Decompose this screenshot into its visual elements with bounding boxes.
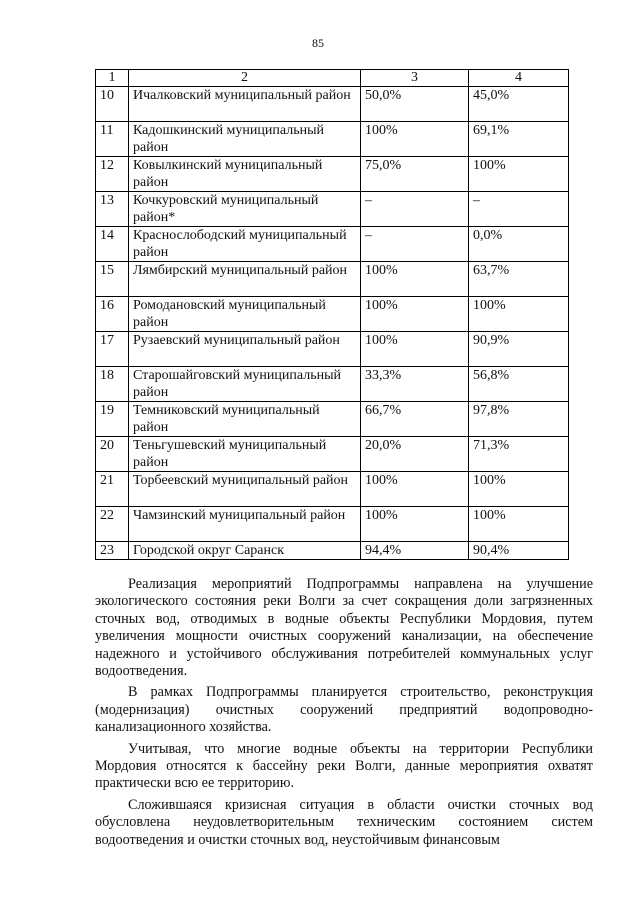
table-row — [96, 507, 569, 542]
table-row — [96, 157, 569, 192]
table-row — [96, 472, 569, 507]
table-row — [96, 227, 569, 262]
value-col3: 33,3% — [361, 367, 469, 402]
value-col4: 56,8% — [469, 367, 569, 402]
table-row — [96, 87, 569, 122]
paragraph: Сложившаяся кризисная ситуация в области очистки сточных вод обусловлена неудовлетворительным техническим состоянием систем водоотведения и очистки сточных вод, неустойчивым финансовым — [95, 796, 593, 848]
row-number: 22 — [96, 507, 129, 542]
value-col3: – — [361, 192, 469, 227]
column-header-3: 3 — [361, 70, 469, 87]
district-name: Ромодановский муниципальный район — [129, 297, 361, 332]
value-col4: 100% — [469, 507, 569, 542]
paragraph: Реализация мероприятий Подпрограммы направлена на улучшение экологического состояния реки Волги за счет сокращения доли загрязненных сточных вод, отводимых в водные объекты Республики Мордовия, путем увеличения мощности очистных сооружений канализации, на обеспечение надежного и устойчивого обслуживания потребителей коммунальных услуг водоотведения. — [95, 576, 593, 680]
table-row — [96, 262, 569, 297]
value-col3: 75,0% — [361, 157, 469, 192]
row-number: 19 — [96, 402, 129, 437]
value-col4: – — [469, 192, 569, 227]
municipal-districts-table — [95, 69, 569, 560]
district-name: Кадошкинский муниципальный район — [129, 122, 361, 157]
paragraph: Учитывая, что многие водные объекты на территории Республики Мордовия относятся к бассейну реки Волги, данные мероприятия охватят практически всю ее территорию. — [95, 740, 593, 792]
value-col4: 71,3% — [469, 437, 569, 472]
district-name: Кочкуровский муниципальный район* — [129, 192, 361, 227]
value-col3: 100% — [361, 297, 469, 332]
row-number: 17 — [96, 332, 129, 367]
page-number: 85 — [312, 36, 324, 50]
district-name: Краснослободский муниципальный район — [129, 227, 361, 262]
value-col3: 100% — [361, 332, 469, 367]
value-col4: 63,7% — [469, 262, 569, 297]
table-row — [96, 297, 569, 332]
table-row — [96, 332, 569, 367]
table-header-row — [96, 70, 569, 87]
table-row — [96, 192, 569, 227]
district-name: Ичалковский муниципальный район — [129, 87, 361, 122]
district-name: Рузаевский муниципальный район — [129, 332, 361, 367]
table-row — [96, 437, 569, 472]
value-col3: 50,0% — [361, 87, 469, 122]
district-name: Теньгушевский муниципальный район — [129, 437, 361, 472]
table-row — [96, 542, 569, 560]
table-body — [96, 87, 569, 560]
value-col4: 100% — [469, 157, 569, 192]
value-col4: 97,8% — [469, 402, 569, 437]
row-number: 18 — [96, 367, 129, 402]
column-header-1: 1 — [96, 70, 129, 87]
value-col3: 100% — [361, 472, 469, 507]
table-row — [96, 122, 569, 157]
row-number: 15 — [96, 262, 129, 297]
district-name: Ковылкинский муниципальный район — [129, 157, 361, 192]
value-col4: 90,4% — [469, 542, 569, 560]
value-col4: 100% — [469, 297, 569, 332]
value-col3: 66,7% — [361, 402, 469, 437]
district-name: Торбеевский муниципальный район — [129, 472, 361, 507]
value-col4: 90,9% — [469, 332, 569, 367]
value-col3: 100% — [361, 262, 469, 297]
row-number: 20 — [96, 437, 129, 472]
value-col4: 45,0% — [469, 87, 569, 122]
value-col3: – — [361, 227, 469, 262]
value-col3: 100% — [361, 507, 469, 542]
value-col4: 100% — [469, 472, 569, 507]
district-name: Старошайговский муниципальный район — [129, 367, 361, 402]
value-col3: 94,4% — [361, 542, 469, 560]
body-text — [95, 576, 593, 853]
row-number: 11 — [96, 122, 129, 157]
value-col3: 100% — [361, 122, 469, 157]
table-row — [96, 367, 569, 402]
district-name: Чамзинский муниципальный район — [129, 507, 361, 542]
value-col3: 20,0% — [361, 437, 469, 472]
value-col4: 69,1% — [469, 122, 569, 157]
value-col4: 0,0% — [469, 227, 569, 262]
row-number: 12 — [96, 157, 129, 192]
column-header-2: 2 — [129, 70, 361, 87]
row-number: 10 — [96, 87, 129, 122]
row-number: 16 — [96, 297, 129, 332]
table-row — [96, 402, 569, 437]
district-name: Лямбирский муниципальный район — [129, 262, 361, 297]
column-header-4: 4 — [469, 70, 569, 87]
row-number: 21 — [96, 472, 129, 507]
paragraph: В рамках Подпрограммы планируется строительство, реконструкция (модернизация) очистных сооружений предприятий водопроводно-канализационного хозяйства. — [95, 684, 593, 736]
row-number: 14 — [96, 227, 129, 262]
row-number: 23 — [96, 542, 129, 560]
district-name: Городской округ Саранск — [129, 542, 361, 560]
row-number: 13 — [96, 192, 129, 227]
district-name: Темниковский муниципальный район — [129, 402, 361, 437]
